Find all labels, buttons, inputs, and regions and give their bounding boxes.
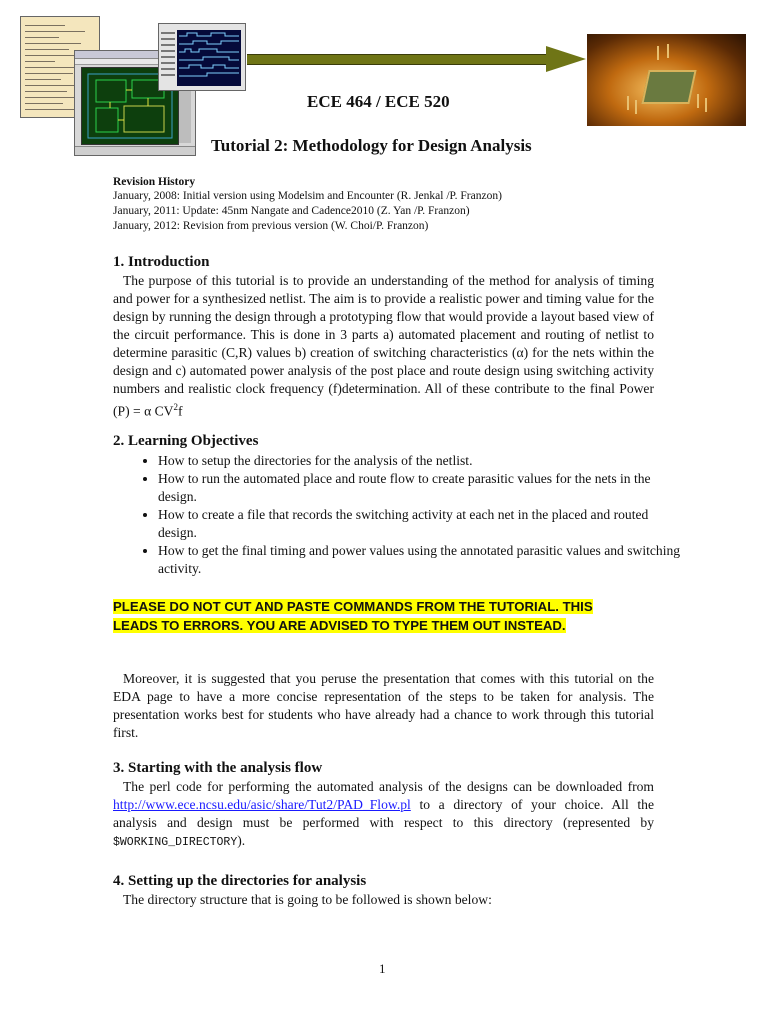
section-heading-analysis-flow: 3. Starting with the analysis flow	[113, 760, 323, 776]
list-item: • How to create a file that records the switching activity at each net in the placed and routed design.	[158, 506, 682, 542]
power-exponent: 2	[173, 402, 178, 412]
flow-text-end: ).	[237, 833, 246, 848]
list-item: • How to get the final timing and power values using the annotated parasitic values and switching activity.	[158, 542, 682, 578]
warning-text: PLEASE DO NOT CUT AND PASTE COMMANDS FROM THE TUTORIAL. THIS LEADS TO ERRORS. YOU ARE ADVISED TO TYPE THEM OUT INSTEAD.	[113, 599, 593, 633]
revision-entry: January, 2008: Initial version using Modelsim and Encounter (R. Jenkal /P. Franzon)	[113, 190, 502, 202]
presentation-paragraph: Moreover, it is suggested that you peruse the presentation that comes with this tutorial on the EDA page to have a more concise representation of the steps to be taken for analysis. The presentation works best for students who have already had a chance to work through this tutorial first.	[113, 671, 654, 740]
revision-entry: January, 2011: Update: 45nm Nangate and Cadence2010 (Z. Yan /P. Franzon)	[113, 205, 470, 217]
flow-text-before: The perl code for performing the automated analysis of the designs can be downloaded from	[123, 779, 654, 794]
list-item: • How to run the automated place and route flow to create parasitic values for the nets in the design.	[158, 470, 682, 506]
microchip-photo	[587, 34, 746, 126]
working-directory-code: $WORKING_DIRECTORY	[113, 836, 238, 849]
section-heading-objectives: 2. Learning Objectives	[113, 433, 259, 449]
waveform-viewer-screenshot	[158, 23, 246, 91]
section-heading-introduction: 1. Introduction	[113, 254, 210, 270]
introduction-paragraph	[113, 272, 654, 421]
revision-entry: January, 2012: Revision from previous version (W. Choi/P. Franzon)	[113, 220, 429, 232]
tutorial-title: Tutorial 2: Methodology for Design Analysis	[211, 136, 532, 155]
analysis-flow-paragraph	[113, 778, 654, 852]
flow-text-after: to a directory of your choice. All the analysis and design must be performed with respect to this directory (represented by	[113, 797, 654, 830]
page-number: 1	[379, 961, 386, 976]
warning-notice	[113, 598, 633, 635]
introduction-tail: f	[177, 403, 183, 419]
perl-script-link[interactable]: http://www.ece.ncsu.edu/asic/share/Tut2/PAD_Flow.pl	[113, 797, 411, 812]
arrow-head-graphic	[546, 46, 586, 72]
list-item: • How to setup the directories for the analysis of the netlist.	[158, 452, 682, 470]
introduction-text: The purpose of this tutorial is to provide an understanding of the method for analysis of timing and power for a synthesized netlist. The aim is to provide a realistic power and timing value for the design by running the design through a prototyping flow that would provide a layout based view of the circuit performance. This is done in 3 parts a) automated placement and routing of netlist to determine parasitic (C,R) values b) creation of switching characteristics (α) for the nets within the design and c) automated power analysis of the post place and route design using switching activity numbers and realistic clock frequency (f)determination. All of these contribute to the final Power (P) = α CV	[113, 273, 654, 419]
directories-paragraph: The directory structure that is going to be followed is shown below:	[123, 892, 492, 907]
section-heading-directories: 4. Setting up the directories for analysis	[113, 873, 367, 889]
objectives-list	[130, 452, 682, 578]
arrow-graphic	[247, 54, 547, 65]
course-title: ECE 464 / ECE 520	[307, 92, 450, 111]
revision-heading: Revision History	[113, 176, 196, 188]
